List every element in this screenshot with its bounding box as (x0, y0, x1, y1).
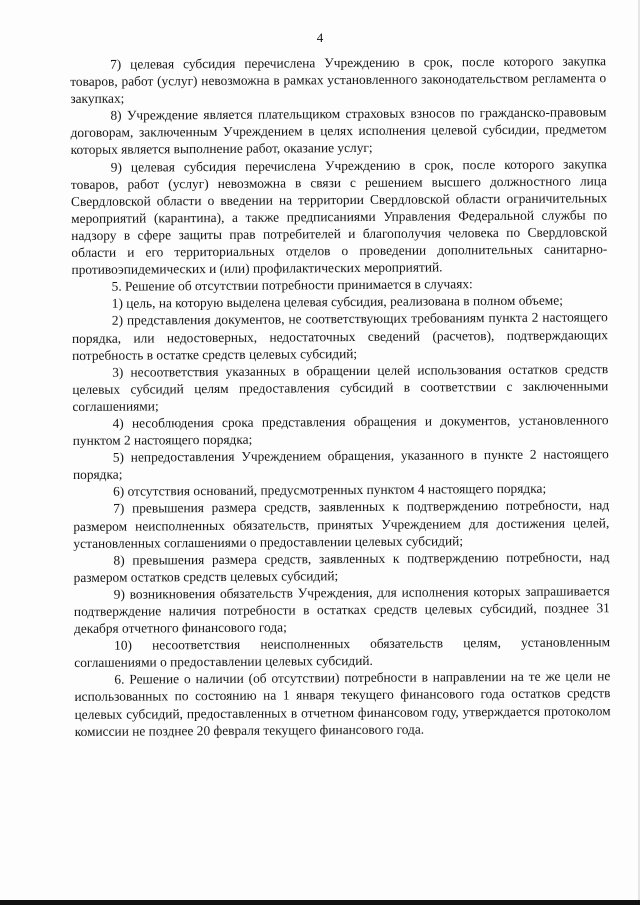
case-item-6: 6) отсутствия оснований, предусмотренных пунктом 4 настоящего порядка; (112, 481, 547, 500)
case-item-7: 7) превышения размера средств, заявленных к подтверждению потребности, над размером неисполненных обязательств, принятых Учреждением для достижения целей, установленных соглашениями о предоставлении целевых субсидий; (73, 497, 610, 551)
page-number: 4 (316, 30, 324, 45)
document-body (70, 52, 611, 739)
case-item-10: 10) несоответствия неисполненных обязательств целям, установленным соглашениями о предоставлении целевых субсидий. (74, 634, 611, 671)
paragraph-item-7: 7) целевая субсидия перечислена Учреждению в срок, после которого закупка товаров, работ (услуг) невозможна в рамках установленного законодательством регламента о закупках; (70, 53, 607, 107)
scan-bottom-border (0, 900, 640, 905)
case-item-1: 1) цель, на которую выделена целевая субсидия, реализована в полном объеме; (111, 292, 563, 312)
case-item-3: 3) несоответствия указанных в обращении целей использования остатков средств целевых субсидий целям предоставления субсидий в соответствии с заключенными соглашениями; (72, 360, 609, 414)
section-6-paragraph: 6. Решение о наличии (об отсутствии) потребности в направлении на те же цели не использованных по состоянию на 1 января текущего финансового года остатков средств целевых субсидий, предоставленных в отчетном финансовом году, утверждается протоколом комиссии не позднее 20 февраля текущего финансового года. (74, 668, 611, 739)
case-item-8: 8) превышения размера средств, заявленных к подтверждению потребности, над размером остатков средств целевых субсидий; (73, 548, 610, 585)
case-item-4: 4) несоблюдения срока представления обращения и документов, установленного пунктом 2 настоящего порядка; (72, 412, 609, 449)
paragraph-item-8: 8) Учреждение является плательщиком страховых взносов по гражданско-правовым договорам, заключенным Учреждением в целях исполнения целевой субсидии, предметом которых является выполнение работ, оказание услуг; (70, 104, 607, 158)
paragraph-item-9: 9) целевая субсидия перечислена Учреждению в срок, после которого закупка товаров, работ (услуг) невозможна в связи с решением высшего должностного лица Свердловской области о введении на территории Свердловской области ограничительных мероприятий (карантина), а также предписаниями Управления Федеральной службы по надзору в сфере защиты прав потребителей и благополучия человека по Свердловской области и его территориальных отделов о проведении дополнительных санитарно-противоэпидемических и (или) профилактических мероприятий. (70, 155, 608, 278)
case-item-2: 2) представления документов, не соответствующих требованиям пункта 2 настоящего порядка, или недостоверных, недостаточных сведений (расчетов), подтверждающих потребность в остатке средств целевых субсидий; (71, 309, 609, 363)
case-item-5: 5) непредоставления Учреждением обращения, указанного в пункте 2 настоящего порядка; (72, 446, 609, 483)
section-5-heading: 5. Решение об отсутствии потребности принимается в случаях: (111, 276, 473, 294)
case-item-9: 9) возникновения обязательств Учреждения, для исполнения которых запрашивается подтверждение наличия потребности в остатках средств целевых субсидий, позднее 31 декабря отчетного финансового года; (73, 583, 610, 637)
